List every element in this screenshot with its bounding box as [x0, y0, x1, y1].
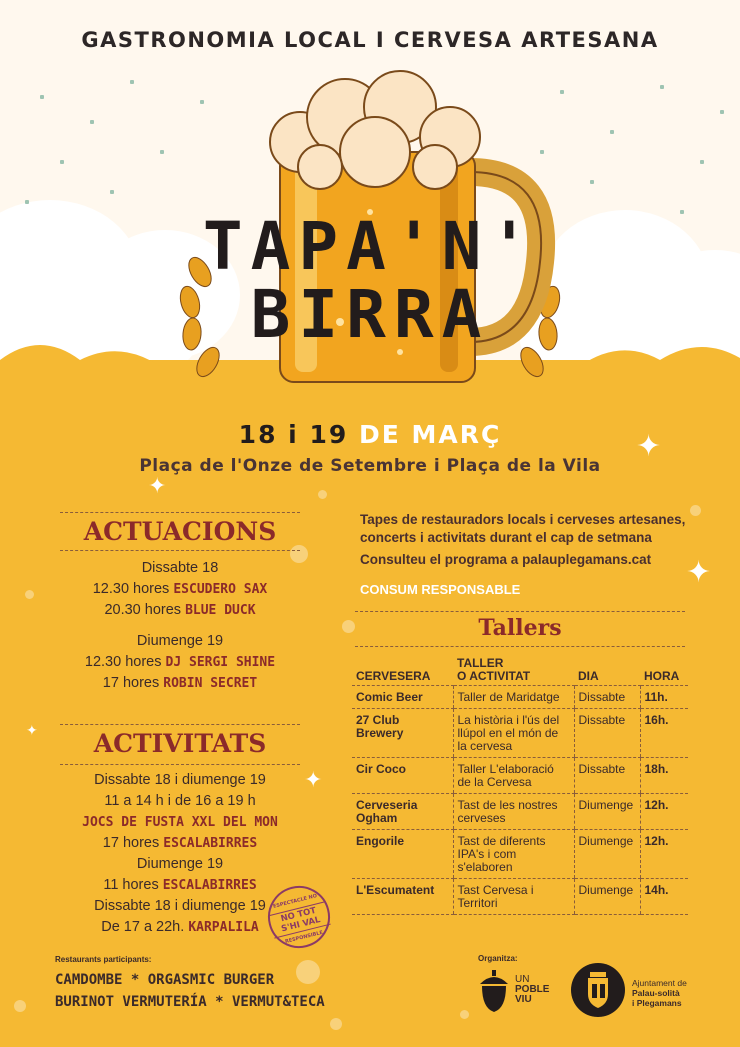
speck: [60, 160, 64, 164]
tallers-table: [352, 655, 688, 915]
table-row: 27 Club Brewery La història i l'ús del llúpol en el món de la cervesa Dissabte 16h.: [352, 709, 688, 758]
responsible-note: CONSUM RESPONSABLE: [360, 582, 521, 597]
tallers-heading: Tallers: [478, 615, 562, 641]
divider: [60, 512, 300, 513]
list-item: Dissabte 18 i diumenge 19: [94, 772, 266, 788]
responsible-stamp: ESPECTACLE NO NO TOT S'HI VAL RESPONSIBLE: [261, 879, 336, 954]
sparkle-icon: ✦: [636, 429, 662, 464]
sparkle-icon: ✦: [26, 723, 38, 739]
speck: [25, 200, 29, 204]
speck: [40, 95, 44, 99]
list-item: 20.30 hores BLUE DUCK: [104, 602, 256, 618]
table-row: L'Escumatent Tast Cervesa i Territori Diumenge 14h.: [352, 879, 688, 915]
bubble: [460, 1010, 469, 1019]
list-item: Diumenge 19: [136, 856, 224, 872]
divider: [60, 550, 300, 551]
title-line-2: BIRRA: [250, 276, 490, 353]
activitats-heading: ACTIVITATS: [93, 729, 267, 758]
table-header-row: [352, 655, 688, 686]
intro-text: Tapes de restauradors locals i cerveses artesanes, concerts i activitats durant el cap de setmana: [360, 512, 686, 545]
date-month: DE MARÇ: [358, 420, 502, 449]
event-date: [0, 420, 740, 449]
consult-line: Consulteu el programa a palauplegamans.cat: [360, 552, 652, 567]
restaurants-line-1: CAMDOMBE * ORGASMIC BURGER: [55, 972, 275, 988]
speck: [700, 160, 704, 164]
list-item: 11 a 14 h i de 16 a 19 h: [104, 793, 256, 809]
table-row: Cerveseria Ogham Tast de les nostres cerveses Diumenge 12h.: [352, 794, 688, 830]
town-crest-icon: [570, 962, 626, 1018]
bubble: [330, 1018, 342, 1030]
organitza-label: Organitza:: [478, 954, 518, 963]
list-item: De 17 a 22h. KARPALILA: [101, 919, 259, 935]
bubble: [342, 620, 355, 633]
tagline: GASTRONOMIA LOCAL I CERVESA ARTESANA: [81, 28, 659, 52]
restaurants-line-2: BURINOT VERMUTERÍA * VERMUT&TECA: [55, 994, 325, 1010]
date-numbers: 18 i 19: [238, 420, 349, 449]
actuacions-day-2: Diumenge 19: [136, 633, 224, 649]
table-row: Comic Beer Taller de Maridatge Dissabte 11h.: [352, 686, 688, 709]
divider: [60, 764, 300, 765]
actuacions-heading: ACTUACIONS: [83, 517, 277, 546]
speck: [610, 130, 614, 134]
actuacions-list: [55, 558, 305, 694]
column-header: TALLER O ACTIVITAT: [453, 655, 574, 686]
divider: [355, 611, 685, 612]
restaurants-label: Restaurants participants:: [55, 955, 152, 964]
event-place: Plaça de l'Onze de Setembre i Plaça de la Vila: [139, 456, 601, 476]
speck: [90, 120, 94, 124]
sparkle-icon: ✦: [686, 555, 712, 590]
bubble: [14, 1000, 26, 1012]
divider: [355, 646, 685, 647]
divider: [60, 724, 300, 725]
speck: [110, 190, 114, 194]
un-poble-viu-logo-text: UN POBLE VIU: [515, 974, 550, 1005]
sparkle-icon: ✦: [304, 768, 323, 793]
title-line-1: TAPA'N': [202, 208, 538, 285]
column-header: DIA: [574, 655, 640, 686]
actuacions-day-1: Dissabte 18: [141, 560, 219, 576]
sparkle-icon: ✦: [148, 474, 167, 499]
table-row: Cir Coco Taller L'elaboració de la Cervesa Dissabte 18h.: [352, 758, 688, 794]
column-header: HORA: [640, 655, 688, 686]
list-item: JOCS DE FUSTA XXL DEL MON: [82, 815, 278, 830]
ajuntament-logo-text: Ajuntament de Palau-solità i Plegamans: [632, 978, 687, 1008]
website-link[interactable]: palauplegamans.cat: [522, 552, 652, 567]
list-item: 11 hores ESCALABIRRES: [103, 877, 257, 893]
acorn-logo-icon: [474, 966, 514, 1016]
list-item: 17 hores ESCALABIRRES: [102, 835, 258, 851]
speck: [160, 150, 164, 154]
list-item: Dissabte 18 i diumenge 19: [94, 898, 266, 914]
list-item: 12.30 hores ESCUDERO SAX: [92, 581, 268, 597]
column-header: CERVESERA: [352, 655, 453, 686]
speck: [660, 85, 664, 89]
speck: [590, 180, 594, 184]
bubble: [318, 490, 327, 499]
bubble: [25, 590, 34, 599]
bubble: [296, 960, 320, 984]
speck: [130, 80, 134, 84]
list-item: 17 hores ROBIN SECRET: [102, 675, 258, 691]
list-item: 12.30 hores DJ SERGI SHINE: [84, 654, 276, 670]
speck: [720, 110, 724, 114]
table-row: Engorile Tast de diferents IPA's i com s'elaboren Diumenge 12h.: [352, 830, 688, 879]
